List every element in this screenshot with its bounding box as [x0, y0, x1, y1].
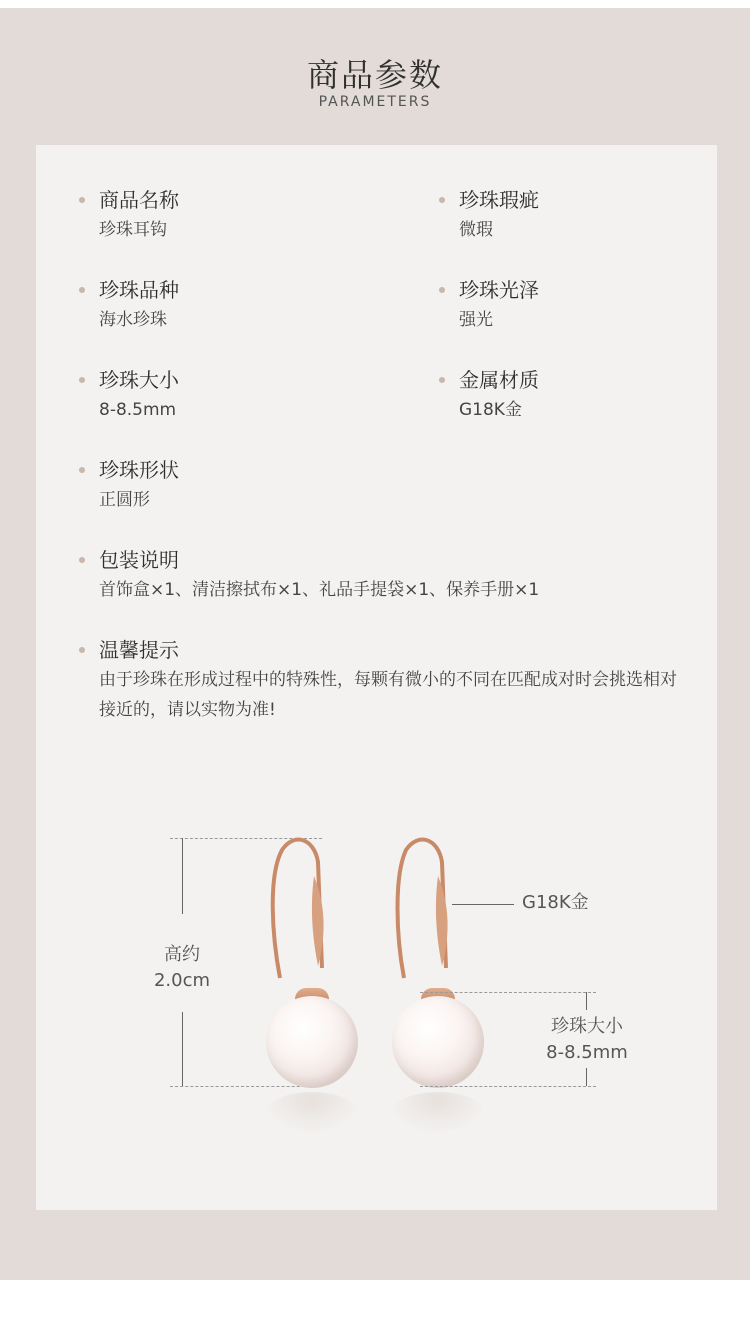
param-metal-material [459, 367, 539, 425]
param-label: 温馨提示 [99, 638, 179, 662]
param-pearl-size [99, 367, 179, 425]
param-value: 强光 [459, 310, 493, 330]
right-pearl-reflection [392, 1092, 484, 1132]
param-label: 珍珠品种 [99, 278, 179, 302]
param-label: 金属材质 [459, 368, 539, 392]
param-value: G18K金 [459, 400, 522, 420]
param-label: 珍珠形状 [99, 458, 179, 482]
param-label: 珍珠瑕疵 [459, 188, 539, 212]
page-title: 商品参数 [306, 56, 443, 94]
param-label: 包装说明 [99, 548, 179, 572]
param-pearl-variety [99, 277, 179, 335]
height-line-lower [182, 1012, 183, 1086]
pearl-top-guide [420, 992, 596, 993]
height-bottom-guide [170, 1086, 320, 1087]
right-hook-icon [388, 836, 468, 986]
right-pearl-icon [392, 996, 484, 1088]
bullet-icon [79, 467, 85, 473]
param-label: 珍珠光泽 [459, 278, 539, 302]
param-label: 珍珠大小 [99, 368, 179, 392]
pearl-size-value: 8-8.5mm [546, 1042, 628, 1063]
bullet-icon [439, 287, 445, 293]
page-subtitle: PARAMETERS [318, 94, 432, 110]
left-hook-icon [260, 836, 340, 986]
height-line-upper [182, 838, 183, 914]
left-pearl-reflection [266, 1092, 358, 1132]
param-value: 微瑕 [459, 220, 493, 240]
param-label: 商品名称 [99, 188, 179, 212]
bullet-icon [439, 197, 445, 203]
param-product-name [99, 187, 179, 245]
param-pearl-shape [99, 457, 179, 515]
param-value: 珍珠耳钩 [99, 220, 167, 240]
param-value: 8-8.5mm [99, 400, 177, 420]
param-pearl-flaw [459, 187, 539, 245]
param-value: 海水珍珠 [99, 310, 167, 330]
height-value: 2.0cm [153, 970, 211, 991]
param-notice [99, 637, 679, 725]
earring-dimension-figure [130, 830, 650, 1150]
bullet-icon [79, 557, 85, 563]
param-value: 由于珍珠在形成过程中的特殊性，每颗有微小的不同在匹配成对时会挑选相对接近的，请以实物为准! [99, 670, 677, 720]
bullet-icon [79, 197, 85, 203]
bullet-icon [79, 377, 85, 383]
metal-callout-line [452, 904, 514, 905]
param-value: 正圆形 [99, 490, 150, 510]
height-label: 高约 [164, 944, 200, 965]
metal-callout-label: G18K金 [522, 892, 589, 913]
pearl-line-upper [586, 992, 587, 1010]
bullet-icon [79, 287, 85, 293]
left-pearl-icon [266, 996, 358, 1088]
pearl-size-label: 珍珠大小 [551, 1016, 623, 1037]
bullet-icon [439, 377, 445, 383]
bullet-icon [79, 647, 85, 653]
param-value: 首饰盒×1、清洁擦拭布×1、礼品手提袋×1、保养手册×1 [99, 580, 540, 600]
pearl-bottom-guide [420, 1086, 596, 1087]
pearl-line-lower [586, 1068, 587, 1086]
param-packaging [99, 547, 539, 605]
param-pearl-luster [459, 277, 539, 335]
